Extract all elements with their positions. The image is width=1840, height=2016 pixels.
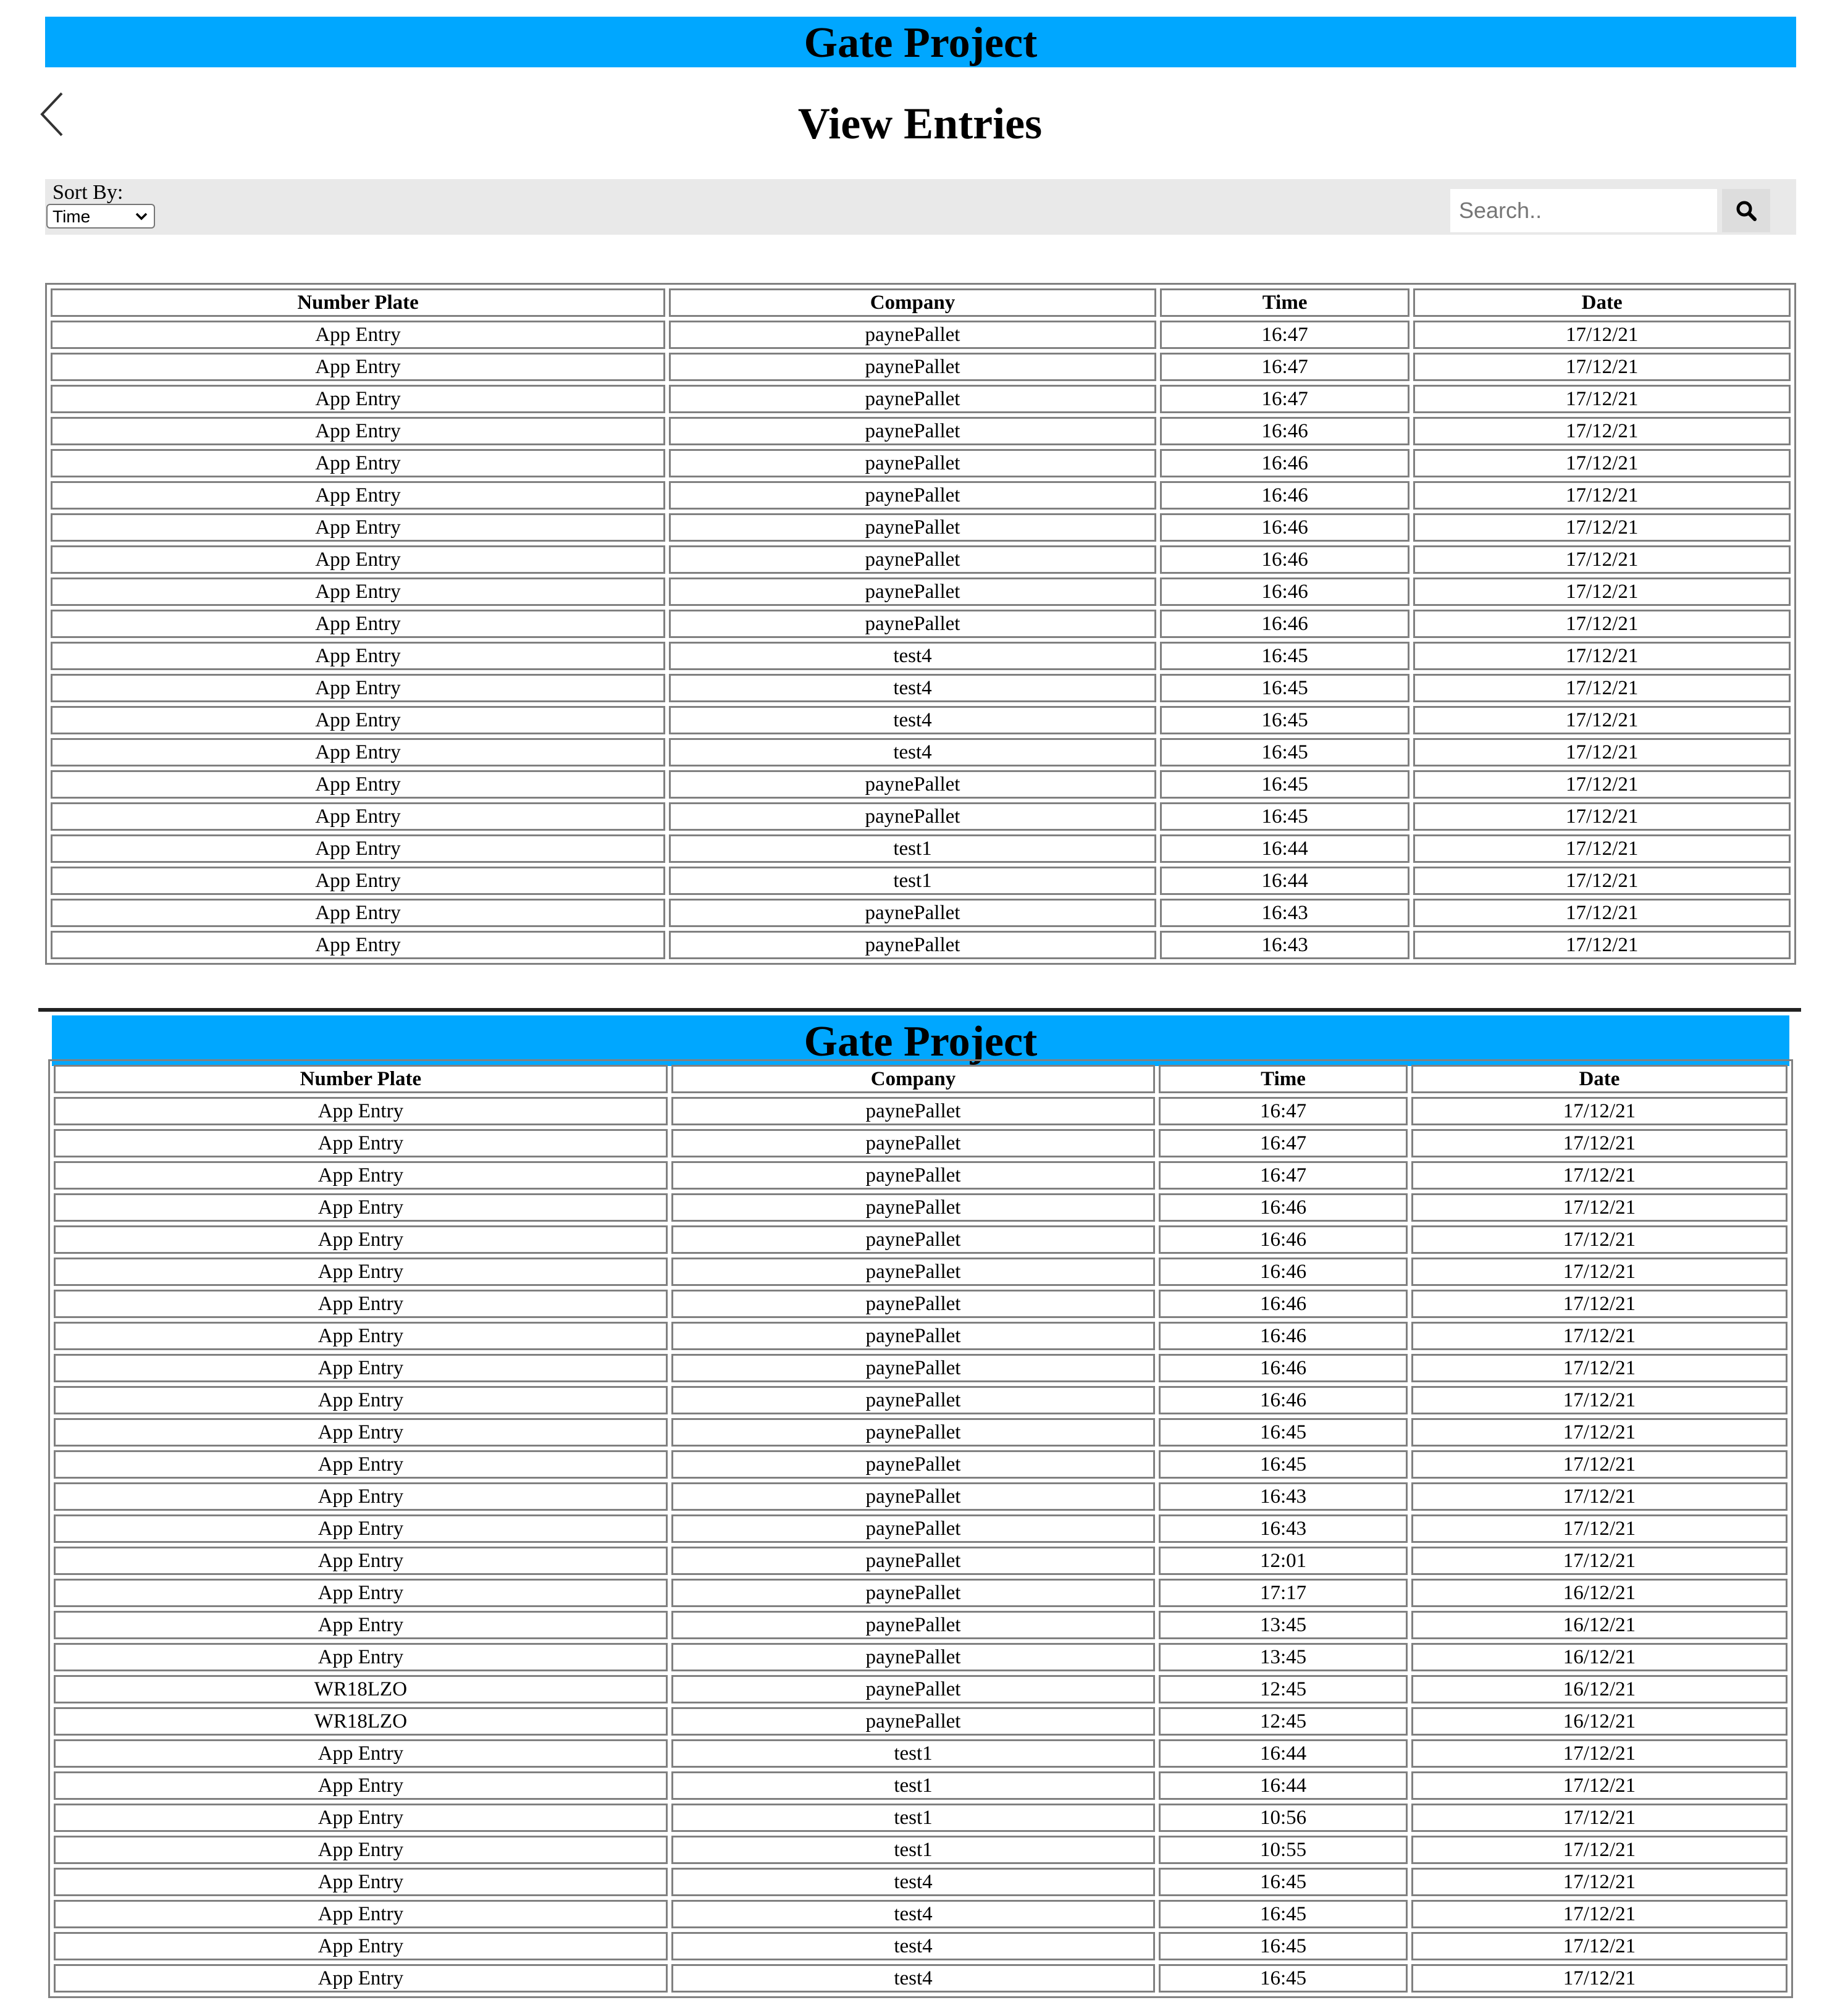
cell-time: 16:43 — [1160, 931, 1409, 959]
cell-time: 16:46 — [1159, 1225, 1408, 1254]
cell-date: 17/12/21 — [1411, 1932, 1787, 1960]
cell-time: 16:45 — [1160, 738, 1409, 766]
table-row — [54, 1932, 1787, 1960]
cell-time: 16:43 — [1160, 899, 1409, 927]
cell-company: test4 — [669, 706, 1156, 734]
print-title-banner: Gate Project — [52, 1015, 1789, 1066]
cell-time: 16:46 — [1160, 513, 1409, 542]
cell-number-plate: App Entry — [54, 1450, 668, 1479]
cell-number-plate: App Entry — [51, 738, 665, 766]
cell-time: 16:46 — [1159, 1290, 1408, 1318]
cell-number-plate: App Entry — [54, 1804, 668, 1832]
cell-date: 17/12/21 — [1411, 1547, 1787, 1575]
cell-date: 17/12/21 — [1413, 417, 1791, 445]
cell-time: 16:46 — [1160, 545, 1409, 574]
cell-date: 17/12/21 — [1411, 1386, 1787, 1414]
cell-company: paynePallet — [671, 1643, 1155, 1671]
sort-by-label: Sort By: — [53, 181, 124, 204]
cell-company: paynePallet — [669, 353, 1156, 381]
header-time[interactable]: Time — [1160, 288, 1409, 317]
cell-company: test1 — [671, 1836, 1155, 1864]
cell-company: test4 — [671, 1900, 1155, 1928]
cell-company: test1 — [669, 867, 1156, 895]
cell-number-plate: App Entry — [51, 545, 665, 574]
cell-date: 17/12/21 — [1411, 1771, 1787, 1800]
cell-number-plate: App Entry — [54, 1354, 668, 1382]
cell-company: test1 — [671, 1804, 1155, 1832]
cell-time: 10:56 — [1159, 1804, 1408, 1832]
cell-date: 17/12/21 — [1411, 1290, 1787, 1318]
cell-date: 17/12/21 — [1411, 1097, 1787, 1125]
cell-time: 13:45 — [1159, 1611, 1408, 1639]
table-header-row — [54, 1065, 1787, 1093]
cell-number-plate: App Entry — [54, 1964, 668, 1993]
cell-date: 17/12/21 — [1411, 1964, 1787, 1993]
cell-date: 17/12/21 — [1411, 1258, 1787, 1286]
page-title: View Entries — [797, 99, 1043, 148]
cell-number-plate: App Entry — [51, 867, 665, 895]
cell-company: test4 — [671, 1868, 1155, 1896]
cell-time: 16:47 — [1159, 1097, 1408, 1125]
cell-company: test1 — [671, 1739, 1155, 1768]
cell-number-plate: App Entry — [54, 1739, 668, 1768]
cell-number-plate: App Entry — [51, 834, 665, 863]
cell-date: 17/12/21 — [1411, 1450, 1787, 1479]
table-row — [54, 1097, 1787, 1125]
cell-number-plate: App Entry — [54, 1193, 668, 1222]
table-row — [54, 1482, 1787, 1511]
cell-time: 12:01 — [1159, 1547, 1408, 1575]
cell-date: 17/12/21 — [1411, 1900, 1787, 1928]
cell-company: paynePallet — [669, 899, 1156, 927]
cell-date: 17/12/21 — [1411, 1482, 1787, 1511]
cell-company: paynePallet — [671, 1258, 1155, 1286]
cell-company: paynePallet — [671, 1514, 1155, 1543]
cell-time: 16:45 — [1160, 802, 1409, 831]
cell-time: 16:44 — [1160, 834, 1409, 863]
table-row — [54, 1868, 1787, 1896]
cell-number-plate: App Entry — [54, 1225, 668, 1254]
cell-date: 17/12/21 — [1413, 834, 1791, 863]
table-row — [54, 1450, 1787, 1479]
cell-company: paynePallet — [671, 1193, 1155, 1222]
header-number-plate: Number Plate — [54, 1065, 668, 1093]
cell-company: paynePallet — [669, 578, 1156, 606]
cell-number-plate: App Entry — [54, 1771, 668, 1800]
cell-company: paynePallet — [671, 1097, 1155, 1125]
cell-time: 10:55 — [1159, 1836, 1408, 1864]
cell-number-plate: App Entry — [54, 1547, 668, 1575]
cell-time: 13:45 — [1159, 1643, 1408, 1671]
cell-time: 16:45 — [1159, 1418, 1408, 1447]
cell-date: 16/12/21 — [1411, 1707, 1787, 1736]
cell-date: 17/12/21 — [1411, 1129, 1787, 1157]
cell-date: 16/12/21 — [1411, 1675, 1787, 1703]
cell-company: paynePallet — [671, 1611, 1155, 1639]
cell-date: 17/12/21 — [1411, 1804, 1787, 1832]
cell-time: 16:45 — [1160, 770, 1409, 799]
cell-time: 16:47 — [1159, 1129, 1408, 1157]
cell-number-plate: App Entry — [54, 1611, 668, 1639]
cell-date: 17/12/21 — [1411, 1868, 1787, 1896]
cell-number-plate: App Entry — [54, 1258, 668, 1286]
cell-company: test4 — [671, 1964, 1155, 1993]
header-number-plate[interactable]: Number Plate — [51, 288, 665, 317]
cell-time: 16:43 — [1159, 1514, 1408, 1543]
table-row — [54, 1900, 1787, 1928]
cell-number-plate: App Entry — [51, 578, 665, 606]
cell-company: test4 — [669, 642, 1156, 670]
cell-number-plate: App Entry — [51, 321, 665, 349]
cell-company: paynePallet — [669, 417, 1156, 445]
cell-number-plate: App Entry — [54, 1418, 668, 1447]
cell-number-plate: App Entry — [51, 770, 665, 799]
cell-number-plate: App Entry — [54, 1643, 668, 1671]
cell-number-plate: App Entry — [54, 1161, 668, 1190]
cell-company: paynePallet — [669, 385, 1156, 413]
cell-date: 17/12/21 — [1413, 867, 1791, 895]
cell-time: 16:45 — [1160, 674, 1409, 702]
cell-time: 16:47 — [1160, 385, 1409, 413]
cell-time: 16:44 — [1159, 1739, 1408, 1768]
cell-number-plate: App Entry — [54, 1900, 668, 1928]
cell-company: paynePallet — [671, 1290, 1155, 1318]
cell-date: 17/12/21 — [1411, 1193, 1787, 1222]
cell-company: paynePallet — [671, 1354, 1155, 1382]
cell-company: paynePallet — [669, 610, 1156, 638]
table-row — [54, 1739, 1787, 1768]
cell-time: 16:46 — [1160, 449, 1409, 477]
table-row — [54, 1386, 1787, 1414]
cell-time: 16:46 — [1159, 1322, 1408, 1350]
cell-number-plate: App Entry — [51, 610, 665, 638]
cell-company: paynePallet — [671, 1161, 1155, 1190]
cell-time: 16:47 — [1160, 321, 1409, 349]
cell-time: 16:47 — [1159, 1161, 1408, 1190]
table-row — [54, 1547, 1787, 1575]
cell-date: 16/12/21 — [1411, 1643, 1787, 1671]
cell-number-plate: App Entry — [54, 1482, 668, 1511]
header-date: Date — [1411, 1065, 1787, 1093]
cell-company: paynePallet — [671, 1547, 1155, 1575]
cell-date: 17/12/21 — [1411, 1514, 1787, 1543]
cell-date: 17/12/21 — [1413, 931, 1791, 959]
cell-date: 17/12/21 — [1413, 578, 1791, 606]
cell-number-plate: App Entry — [51, 513, 665, 542]
cell-number-plate: App Entry — [51, 899, 665, 927]
cell-company: test4 — [669, 738, 1156, 766]
cell-date: 17/12/21 — [1413, 321, 1791, 349]
cell-number-plate: App Entry — [51, 449, 665, 477]
cell-company: paynePallet — [669, 931, 1156, 959]
cell-number-plate: WR18LZO — [54, 1675, 668, 1703]
cell-company: paynePallet — [671, 1579, 1155, 1607]
cell-number-plate: App Entry — [51, 385, 665, 413]
cell-company: paynePallet — [671, 1482, 1155, 1511]
cell-number-plate: App Entry — [54, 1290, 668, 1318]
cell-date: 17/12/21 — [1413, 610, 1791, 638]
cell-time: 16:44 — [1160, 867, 1409, 895]
cell-date: 17/12/21 — [1411, 1161, 1787, 1190]
header-time: Time — [1159, 1065, 1408, 1093]
cell-time: 16:44 — [1159, 1771, 1408, 1800]
cell-time: 17:17 — [1159, 1579, 1408, 1607]
cell-company: paynePallet — [669, 545, 1156, 574]
cell-date: 17/12/21 — [1413, 513, 1791, 542]
cell-company: paynePallet — [671, 1129, 1155, 1157]
cell-number-plate: App Entry — [54, 1129, 668, 1157]
cell-time: 16:46 — [1160, 578, 1409, 606]
cell-time: 16:46 — [1159, 1193, 1408, 1222]
cell-company: paynePallet — [669, 770, 1156, 799]
table-row — [54, 1771, 1787, 1800]
cell-time: 16:45 — [1159, 1964, 1408, 1993]
print-entries-table — [48, 1059, 1793, 1998]
table-row — [54, 1643, 1787, 1671]
cell-number-plate: App Entry — [54, 1322, 668, 1350]
cell-date: 17/12/21 — [1413, 770, 1791, 799]
cell-number-plate: WR18LZO — [54, 1707, 668, 1736]
cell-number-plate: App Entry — [54, 1836, 668, 1864]
cell-number-plate: App Entry — [54, 1514, 668, 1543]
cell-company: test4 — [669, 674, 1156, 702]
cell-company: paynePallet — [669, 449, 1156, 477]
cell-time: 12:45 — [1159, 1675, 1408, 1703]
cell-time: 16:45 — [1159, 1868, 1408, 1896]
cell-company: paynePallet — [671, 1386, 1155, 1414]
cell-company: test1 — [669, 834, 1156, 863]
cell-company: paynePallet — [669, 802, 1156, 831]
cell-number-plate: App Entry — [51, 417, 665, 445]
cell-time: 16:46 — [1160, 417, 1409, 445]
cell-date: 17/12/21 — [1413, 449, 1791, 477]
cell-number-plate: App Entry — [51, 481, 665, 510]
cell-date: 16/12/21 — [1411, 1579, 1787, 1607]
header-company[interactable]: Company — [669, 288, 1156, 317]
header-company: Company — [671, 1065, 1155, 1093]
cell-time: 16:46 — [1159, 1386, 1408, 1414]
cell-number-plate: App Entry — [51, 353, 665, 381]
cell-company: test1 — [671, 1771, 1155, 1800]
cell-date: 17/12/21 — [1413, 674, 1791, 702]
cell-date: 17/12/21 — [1413, 481, 1791, 510]
print-entries-table-body — [54, 1097, 1787, 1993]
cell-company: paynePallet — [669, 513, 1156, 542]
cell-number-plate: App Entry — [54, 1097, 668, 1125]
cell-company: paynePallet — [671, 1675, 1155, 1703]
cell-time: 16:46 — [1160, 481, 1409, 510]
cell-number-plate: App Entry — [51, 674, 665, 702]
cell-number-plate: App Entry — [54, 1868, 668, 1896]
cell-time: 16:45 — [1159, 1932, 1408, 1960]
table-row — [54, 1675, 1787, 1703]
cell-time: 16:46 — [1159, 1258, 1408, 1286]
table-row — [54, 1322, 1787, 1350]
cell-date: 17/12/21 — [1413, 706, 1791, 734]
table-row — [54, 1964, 1787, 1993]
cell-number-plate: App Entry — [51, 706, 665, 734]
cell-number-plate: App Entry — [54, 1932, 668, 1960]
table-row — [54, 1129, 1787, 1157]
cell-date: 17/12/21 — [1413, 353, 1791, 381]
cell-date: 17/12/21 — [1411, 1225, 1787, 1254]
table-row — [54, 1836, 1787, 1864]
cell-company: paynePallet — [671, 1225, 1155, 1254]
cell-time: 16:45 — [1159, 1900, 1408, 1928]
table-row — [54, 1804, 1787, 1832]
cell-time: 16:45 — [1160, 642, 1409, 670]
cell-date: 17/12/21 — [1413, 802, 1791, 831]
table-row — [54, 1611, 1787, 1639]
cell-date: 17/12/21 — [1411, 1354, 1787, 1382]
cell-number-plate: App Entry — [51, 642, 665, 670]
cell-date: 17/12/21 — [1411, 1322, 1787, 1350]
table-row — [54, 1418, 1787, 1447]
cell-company: paynePallet — [669, 321, 1156, 349]
cell-date: 17/12/21 — [1413, 899, 1791, 927]
sort-by-value: Time — [53, 207, 91, 226]
cell-date: 17/12/21 — [1411, 1418, 1787, 1447]
table-row — [54, 1225, 1787, 1254]
cell-time: 16:43 — [1159, 1482, 1408, 1511]
table-row — [54, 1579, 1787, 1607]
cell-time: 16:47 — [1160, 353, 1409, 381]
table-row — [54, 1290, 1787, 1318]
cell-number-plate: App Entry — [51, 931, 665, 959]
cell-number-plate: App Entry — [51, 802, 665, 831]
cell-date: 17/12/21 — [1413, 738, 1791, 766]
app-title-banner: Gate Project — [45, 17, 1796, 67]
cell-date: 17/12/21 — [1413, 385, 1791, 413]
cell-company: paynePallet — [671, 1707, 1155, 1736]
cell-company: paynePallet — [671, 1418, 1155, 1447]
header-date[interactable]: Date — [1413, 288, 1791, 317]
cell-time: 16:46 — [1160, 610, 1409, 638]
cell-date: 17/12/21 — [1413, 642, 1791, 670]
cell-date: 17/12/21 — [1413, 545, 1791, 574]
cell-time: 12:45 — [1159, 1707, 1408, 1736]
cell-number-plate: App Entry — [54, 1579, 668, 1607]
cell-time: 16:45 — [1159, 1450, 1408, 1479]
table-row — [54, 1193, 1787, 1222]
cell-company: paynePallet — [671, 1450, 1155, 1479]
table-row — [54, 1707, 1787, 1736]
cell-company: paynePallet — [671, 1322, 1155, 1350]
cell-date: 17/12/21 — [1411, 1739, 1787, 1768]
cell-number-plate: App Entry — [54, 1386, 668, 1414]
cell-company: paynePallet — [669, 481, 1156, 510]
table-row — [54, 1258, 1787, 1286]
table-row — [54, 1514, 1787, 1543]
cell-time: 16:46 — [1159, 1354, 1408, 1382]
cell-date: 17/12/21 — [1411, 1836, 1787, 1864]
table-row — [54, 1354, 1787, 1382]
table-row — [54, 1161, 1787, 1190]
cell-company: test4 — [671, 1932, 1155, 1960]
cell-date: 16/12/21 — [1411, 1611, 1787, 1639]
cell-time: 16:45 — [1160, 706, 1409, 734]
